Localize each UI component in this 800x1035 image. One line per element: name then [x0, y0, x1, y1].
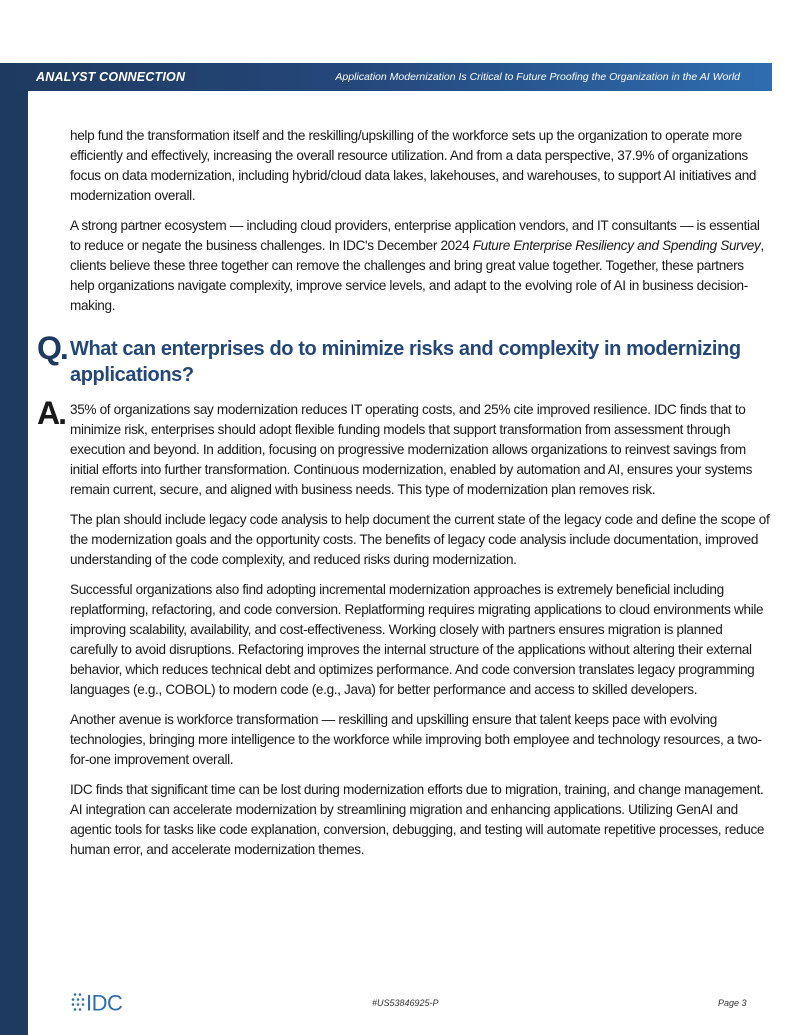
section-label: ANALYST CONNECTION: [36, 70, 186, 84]
side-accent-bar: [0, 63, 28, 1035]
document-title: Application Modernization Is Critical to Future Proofing the Organization in the AI World: [335, 71, 740, 83]
body-paragraph: A strong partner ecosystem — including cloud providers, enterprise application vendors, and IT consultants — is essential to reduce or negate the business challenges. In IDC's December 2024 Future Enterprise Resiliency and Spending Survey, clients believe these three together can remove the challenges and bring great value together. Together, these partners help organizations navigate complexity, improve service levels, and adapt to the evolving role of AI in business decision-making.: [70, 218, 764, 313]
answer-marker: A.: [37, 395, 65, 431]
idc-logo-text: IDC: [86, 990, 123, 1014]
document-id: #US53846925-P: [372, 998, 439, 1008]
body-paragraph: help fund the transformation itself and the reskilling/upskilling of the workforce sets up the organization to operate more efficiently and effectively, increasing the overall resource utilization. And from a data perspective, 37.9% of organizations focus on data modernization, including hybrid/cloud data lakes, lakehouses, and warehouses, to support AI initiatives and modernization overall.: [70, 128, 757, 203]
answer-paragraph: The plan should include legacy code analysis to help document the current state of the legacy code and define the scope of the modernization goals and the opportunity costs. The benefits of legacy code analysis include documentation, improved understanding of the code complexity, and reduced risks during modernization.: [70, 512, 770, 567]
idc-logo: [70, 990, 140, 1014]
question-heading: What can enterprises do to minimize risks and complexity in modernizing applications?: [70, 338, 741, 386]
page-header: [0, 63, 772, 91]
answer-paragraph: IDC finds that significant time can be lost during modernization efforts due to migration, training, and change management. AI integration can accelerate modernization by streamlining migration and enhancing applications. Utilizing GenAI and agentic tools for tasks like code explanation, conversion, debugging, and testing will automate repetitive processes, reduce human error, and accelerate modernization themes.: [70, 782, 765, 857]
answer-block: [37, 395, 770, 860]
answer-paragraph: 35% of organizations say modernization reduces IT operating costs, and 25% cite improved resilience. IDC finds that to minimize risk, enterprises should adopt flexible funding models that support transformation from assessment through execution and beyond. In addition, focusing on progressive modernization allows organizations to reinvest savings from initial efforts into further transformation. Continuous modernization, enabled by automation and AI, ensures your systems remain current, secure, and aligned with business needs. This type of modernization plan removes risk.: [70, 402, 753, 497]
main-content: [37, 126, 770, 870]
survey-title: Future Enterprise Resiliency and Spending Survey: [472, 238, 761, 253]
question-marker: Q.: [37, 330, 67, 366]
answer-paragraph: Another avenue is workforce transformation — reskilling and upskilling ensure that talent keeps pace with evolving technologies, bringing more intelligence to the workforce while improving both employee and technology resources, a two-for-one improvement overall.: [70, 712, 762, 767]
question-block: [37, 330, 770, 388]
page-number: Page 3: [718, 998, 747, 1008]
answer-paragraph: Successful organizations also find adopting incremental modernization approaches is extremely beneficial including replatforming, refactoring, and code conversion. Replatforming requires migrating applications to cloud environments while improving scalability, availability, and cost-effectiveness. Working closely with partners ensures migration is planned carefully to avoid disruptions. Refactoring improves the internal structure of the applications without altering their external behavior, which reduces technical debt and optimizes performance. And code conversion translates legacy programming languages (e.g., COBOL) to modern code (e.g., Java) for better performance and access to skilled developers.: [70, 582, 764, 697]
